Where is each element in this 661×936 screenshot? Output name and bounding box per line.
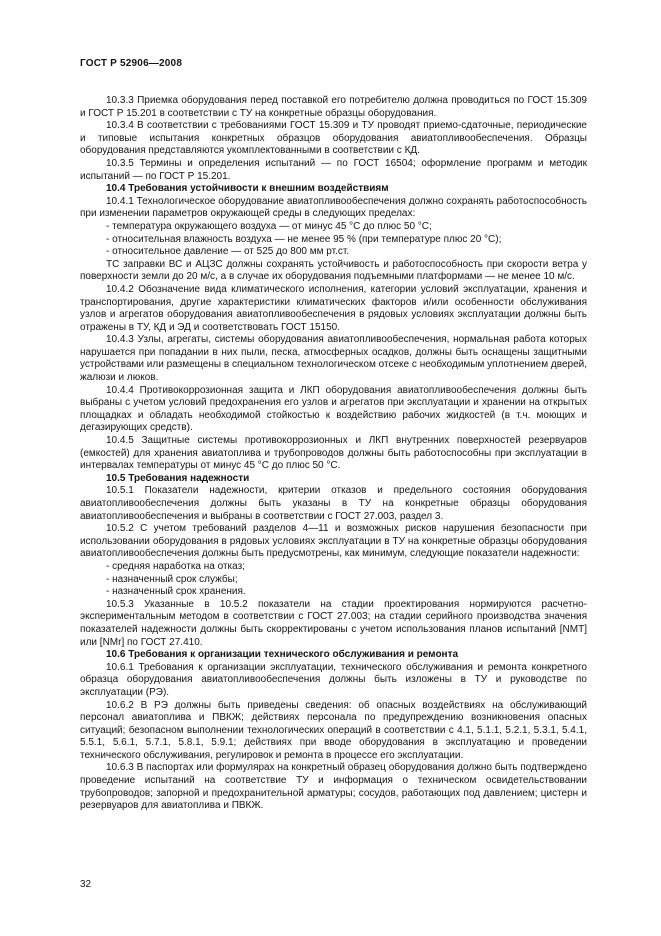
list-item-pressure: - относительное давление — от 525 до 800 мм рт.ст.	[106, 246, 350, 258]
page-number: 32	[80, 879, 92, 890]
list-item-mtbf: - средняя наработка на отказ;	[106, 560, 245, 572]
document-header: ГОСТ Р 52906—2008	[80, 58, 183, 69]
paragraph-10-5-3: 10.5.3 Указанные в 10.5.2 показатели на стадии проектирования нормируются расчетно-экспериментальным методом в соответствии с ГОСТ 27.003; на стадии серийного производства значения показателей надежности должны быть скорректированы с учетом использования планов испытаний [NMT] или [NMr] по ГОСТ 27.410.	[80, 598, 587, 648]
paragraph-10-4-2: 10.4.2 Обозначение вида климатического исполнения, категории условий эксплуатации, хранения и транспортирования, другие характеристики климатических факторов и/или особенности обслуживания узлов и агрегатов оборудования авиатопливообеспечения в рядовых условиях эксплуатации должны быть отражены в ТУ, КД и ЭД и соответствовать ГОСТ 15150.	[80, 283, 587, 333]
list-item-service-life: - назначенный срок службы;	[106, 573, 238, 585]
list-item-storage-life: - назначенный срок хранения.	[106, 586, 246, 598]
paragraph-10-4-1: 10.4.1 Технологическое оборудование авиатопливообеспечения должно сохранять работоспособность при изменении параметров окружающей среды в следующих пределах:	[80, 195, 587, 220]
paragraph-10-3-4: 10.3.4 В соответствии с требованиями ГОСТ 15.309 и ТУ проводят приемо-сдаточные, периодические и типовые испытания конкретных образцов оборудования авиатопливообеспечения. Образцы оборудования представляются укомплектованными в соответствии с КД.	[80, 120, 587, 157]
paragraph-10-6-2: 10.6.2 В РЭ должны быть приведены сведения: об опасных воздействиях на обслуживающий персонал авиатоплива и ПВКЖ; действиях персонала по предупреждению возникновения опасных ситуаций; безопасном выполнении технологических операций в соответствии с 4.1, 5.1.1, 5.2.1, 5.3.1, 5.4.1, 5.5.1, 5.6.1, 5.7.1, 5.8.1, 5.9.1; действиях при вводе оборудования в эксплуатацию и проведении технического обслуживания, регулировок и ремонта в процессе его эксплуатации.	[80, 699, 587, 761]
heading-10-4: 10.4 Требования устойчивости к внешним воздействиям	[106, 183, 389, 195]
paragraph-10-4-4: 10.4.4 Противокоррозионная защита и ЛКП оборудования авиатопливообеспечения должны быть выбраны с учетом условий предохранения его узлов и агрегатов при эксплуатации и хранении на открытых площадках и обладать необходимой стойкостью к воздействию рабочих жидкостей (в т.ч. моющих и дегазирующих средств).	[80, 384, 587, 434]
paragraph-10-3-3: 10.3.3 Приемка оборудования перед поставкой его потребителю должна проводиться по ГОСТ 15.309 и ГОСТ Р 15.201 в соответствии с ТУ на конкретные образцы оборудования.	[80, 95, 587, 119]
paragraph-10-4-5: 10.4.5 Защитные системы противокоррозионных и ЛКП внутренних поверхностей резервуаров (емкостей) для хранения авиатоплива и трубопроводов должны быть работоспособны при эксплуатации в интервалах температуры от минус 45 °С до плюс 50 °С.	[80, 435, 587, 472]
paragraph-10-4-3: 10.4.3 Узлы, агрегаты, системы оборудования авиатопливообеспечения, нормальная работа которых нарушается при попадании в них пыли, песка, атмосферных осадков, должны быть оснащены защитными устройствами или размещены в специальном технологическом отсеке с необходимым уплотнением дверей, жалюзи и люков.	[80, 334, 587, 384]
paragraph-10-5-1: 10.5.1 Показатели надежности, критерии отказов и предельного состояния оборудования авиатопливообеспечения должны быть указаны в ТУ на конкретные образцы оборудования авиатопливообеспечения и выбраны в соответствии с ГОСТ 27.003, раздел 3.	[80, 485, 587, 522]
paragraph-10-6-3: 10.6.3 В паспортах или формулярах на конкретный образец оборудования должно быть подтверждено проведение испытаний на соответствие ТУ и информация о техническом освидетельствовании трубопроводов; запорной и предохранительной арматуры; сосудов, работающих под давлением; цистерн и резервуаров для авиатоплива и ПВКЖ.	[80, 762, 587, 812]
heading-10-6: 10.6 Требования к организации технического обслуживания и ремонта	[106, 649, 459, 661]
paragraph-ts-zapravki: ТС заправки ВС и АЦЗС должны сохранять устойчивость и работоспособность при скорости ветра у поверхности земли до 20 м/с, а в случае их оборудования подъемными платформами — не менее 10 м/с.	[80, 258, 587, 283]
list-item-temperature: - температура окружающего воздуха — от минус 45 °С до плюс 50 °С;	[106, 220, 432, 232]
paragraph-10-5-2: 10.5.2 С учетом требований разделов 4—11 и возможных рисков нарушения безопасности при использовании оборудования в рядовых условиях эксплуатации в ТУ на конкретные образцы оборудования авиатопливообеспечения должны быть предусмотрены, как минимум, следующие показатели надежности:	[80, 523, 587, 560]
paragraph-10-3-5: 10.3.5 Термины и определения испытаний — по ГОСТ 16504; оформление программ и методик испытаний — по ГОСТ Р 15.201.	[80, 157, 587, 182]
list-item-humidity: - относительная влажность воздуха — не менее 95 % (при температуре плюс 20 °С);	[106, 233, 502, 245]
document-body	[80, 95, 587, 813]
paragraph-10-6-1: 10.6.1 Требования к организации эксплуатации, технического обслуживания и ремонта конкретного образца оборудования авиатопливообеспечения должны быть изложены в ТУ и руководстве по эксплуатации (РЭ).	[80, 661, 587, 698]
heading-10-5: 10.5 Требования надежности	[106, 472, 250, 484]
